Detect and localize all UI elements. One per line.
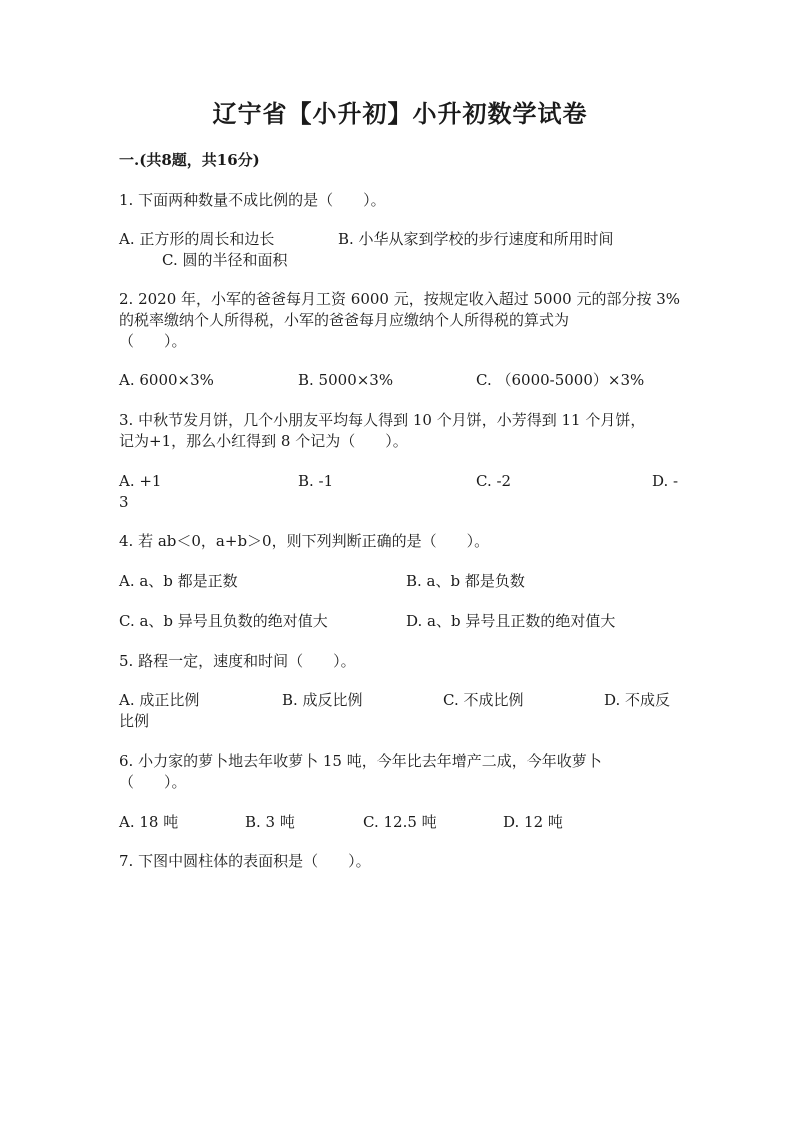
- question-7-stem: 7. 下图中圆柱体的表面积是（ ）。: [119, 852, 371, 870]
- question-5-option-b: B. 成反比例: [282, 691, 363, 709]
- question-3-stem-line-2: 记为+1，那么小红得到 8 个记为（ ）。: [119, 432, 408, 450]
- question-3-option-c: C. -2: [476, 472, 512, 490]
- question-1-option-a: A. 正方形的周长和边长: [119, 230, 275, 248]
- question-1-stem: 1. 下面两种数量不成比例的是（ ）。: [119, 191, 386, 209]
- question-2-stem-line-1: 2. 2020 年，小军的爸爸每月工资 6000 元，按规定收入超过 5000 元的部分按 3%: [119, 290, 681, 308]
- question-4-option-d: D. a、b 异号且正数的绝对值大: [406, 612, 616, 630]
- question-5-stem: 5. 路程一定，速度和时间（ ）。: [119, 652, 356, 670]
- question-3-option-d-wrap: 3: [119, 493, 129, 511]
- section-heading: 一.(共8题，共16分): [119, 151, 260, 169]
- question-3-option-b: B. -1: [298, 472, 334, 490]
- question-5-option-c: C. 不成比例: [443, 691, 524, 709]
- question-2-option-a: A. 6000×3%: [119, 371, 214, 389]
- question-1-option-b: B. 小华从家到学校的步行速度和所用时间: [338, 230, 614, 248]
- question-6-option-c: C. 12.5 吨: [363, 813, 437, 831]
- question-6-option-a: A. 18 吨: [119, 813, 179, 831]
- question-2-option-c: C. （6000-5000）×3%: [476, 371, 645, 389]
- question-4-option-c: C. a、b 异号且负数的绝对值大: [119, 612, 328, 630]
- question-3-option-a: A. +1: [119, 472, 162, 490]
- question-5-option-d-wrap: 比例: [119, 712, 150, 730]
- question-5-option-d: D. 不成反: [604, 691, 671, 709]
- page-title: 辽宁省【小升初】小升初数学试卷: [212, 99, 588, 128]
- question-6-stem-line-1: 6. 小力家的萝卜地去年收萝卜 15 吨，今年比去年增产二成，今年收萝卜: [119, 752, 602, 770]
- question-2-stem-line-3: （ ）。: [119, 332, 187, 350]
- question-3-stem-line-1: 3. 中秋节发月饼，几个小朋友平均每人得到 10 个月饼，小芳得到 11 个月饼，: [119, 411, 646, 429]
- question-3-option-d: D. -: [652, 472, 679, 490]
- question-2-option-b: B. 5000×3%: [298, 371, 394, 389]
- question-6-stem-line-2: （ ）。: [119, 773, 187, 791]
- question-4-option-b: B. a、b 都是负数: [406, 572, 525, 590]
- question-1-option-c: C. 圆的半径和面积: [162, 251, 288, 269]
- question-6-option-b: B. 3 吨: [245, 813, 295, 831]
- question-4-stem: 4. 若 ab＜0，a+b＞0，则下列判断正确的是（ ）。: [119, 532, 490, 550]
- question-5-option-a: A. 成正比例: [119, 691, 200, 709]
- question-2-stem-line-2: 的税率缴纳个人所得税，小军的爸爸每月应缴纳个人所得税的算式为: [119, 311, 570, 329]
- question-4-option-a: A. a、b 都是正数: [119, 572, 238, 590]
- question-6-option-d: D. 12 吨: [503, 813, 563, 831]
